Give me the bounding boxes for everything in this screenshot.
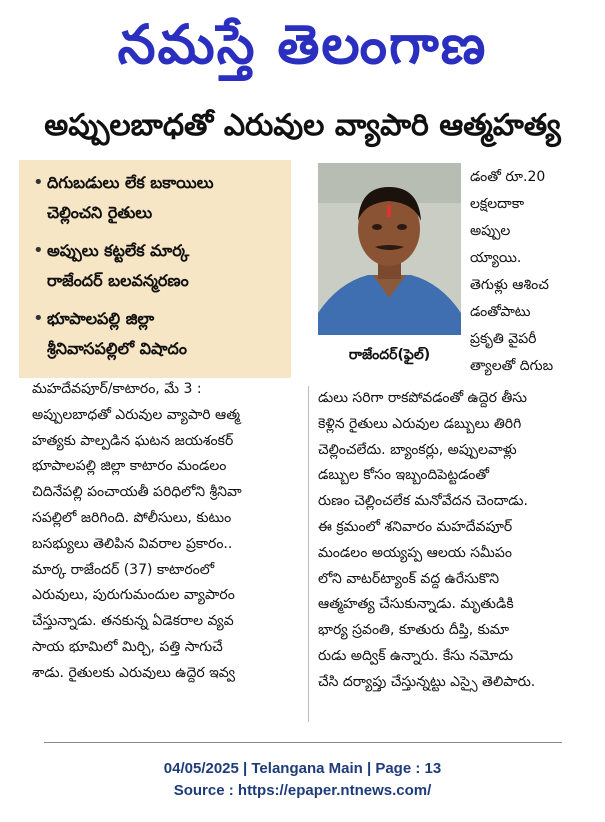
highlight-item bbox=[33, 304, 281, 364]
text-line: లోని వాటర్‌ట్యాంక్ వద్ద ఉరేసుకొని bbox=[318, 570, 500, 587]
column-divider bbox=[308, 386, 309, 722]
text-line: అప్పులబాధతో ఎరువుల వ్యాపారి ఆత్మ bbox=[32, 406, 241, 423]
text-line: డంతో రూ.20 bbox=[470, 169, 546, 185]
text-line: సాయ భూమిలో మిర్చి, పత్తి సాగుచే bbox=[32, 638, 223, 655]
text-line: రుడు అద్విక్ ఉన్నారు. కేసు నమోదు bbox=[318, 647, 514, 664]
bullet-icon: • bbox=[33, 172, 44, 193]
footer-divider bbox=[44, 742, 562, 743]
text-line: డబ్బుల కోసం ఇబ్బందిపెట్టడంతో bbox=[318, 467, 490, 484]
text-line: త్యాలతో దిగుబ bbox=[470, 358, 554, 374]
article-body-left bbox=[32, 377, 302, 687]
text-line: మహదేవపూర్/కాటారం, మే 3 : bbox=[32, 381, 202, 397]
masthead-logo: నమస్తే తెలంగాణ bbox=[117, 13, 488, 76]
bullet-icon: • bbox=[33, 308, 44, 329]
text-line: తెగుళ్లు ఆశించ bbox=[470, 277, 549, 293]
text-line: డులు సరిగా రాకపోవడంతో ఉద్దెర తీసు bbox=[318, 390, 527, 406]
highlight-line: రాజేందర్ బలవన్మరణం bbox=[47, 271, 189, 290]
text-line: చెల్లించలేదు. బ్యాంకర్లు, అప్పులవాళ్లు bbox=[318, 441, 517, 458]
bullet-icon: • bbox=[33, 240, 44, 261]
portrait-photo bbox=[318, 163, 461, 335]
text-line: బసభ్యులు తెలిపిన వివరాల ప్రకారం.. bbox=[32, 535, 233, 552]
article-headline: అప్పులబాధతో ఎరువుల వ్యాపారి ఆత్మహత్య bbox=[44, 108, 561, 143]
highlight-item bbox=[33, 168, 281, 228]
article-body-right bbox=[318, 386, 601, 696]
text-line: చేసి దర్యాప్తు చేస్తున్నట్టు ఎస్సై తెలిపారు. bbox=[318, 673, 536, 690]
source-link[interactable]: Source : https://epaper.ntnews.com/ bbox=[173, 782, 432, 799]
highlights-box bbox=[19, 160, 291, 378]
text-line: అప్పుల bbox=[470, 223, 511, 239]
text-line: హత్యకు పాల్పడిన ఘటన జయశంకర్ bbox=[32, 432, 234, 449]
person-portrait-icon bbox=[318, 163, 461, 335]
highlight-line: శ్రీనివాసపల్లిలో విషాదం bbox=[47, 339, 187, 358]
photo-caption: రాజేందర్(ఫైల్) bbox=[348, 347, 431, 363]
text-line: రుణం చెల్లించలేక మనోవేదన చెందాడు. bbox=[318, 493, 528, 510]
text-line: ఆత్మహత్య చేసుకున్నాడు. మృతుడికి bbox=[318, 596, 514, 613]
highlight-line: అప్పులు కట్టలేక మార్క bbox=[47, 241, 190, 260]
text-line: ప్రకృతి వైపరీ bbox=[470, 331, 537, 347]
highlight-line: దిగుబడులు లేక బకాయిలు bbox=[47, 173, 214, 192]
text-line: ఈ క్రమంలో శనివారం మహదేవపూర్ bbox=[318, 518, 513, 535]
highlight-line: భూపాలపల్లి జిల్లా bbox=[47, 309, 155, 328]
text-line: చేస్తున్నాడు. తనకున్న ఏడెకరాల వ్యవ bbox=[32, 613, 234, 630]
edition-info: 04/05/2025 | Telangana Main | Page : 13 bbox=[163, 760, 442, 777]
text-line: ఎరువులు, పురుగుమందుల వ్యాపారం bbox=[32, 587, 235, 604]
text-line: య్యాయి. bbox=[470, 250, 522, 266]
text-line: కెళ్లిన రైతులు ఎరువుల డబ్బులు తిరిగి bbox=[318, 415, 522, 432]
highlight-line: చెల్లించని రైతులు bbox=[47, 203, 153, 222]
side-column-text bbox=[470, 164, 595, 380]
text-line: డంతోపాటు bbox=[470, 304, 531, 320]
text-line: శాడు. రైతులకు ఎరువులు ఉద్దెర ఇవ్వ bbox=[32, 664, 235, 681]
text-line: మండలం అయ్యప్ప ఆలయ సమీపం bbox=[318, 544, 512, 561]
text-line: మార్క రాజేందర్ (37) కాటారంలో bbox=[32, 561, 215, 578]
text-line: భార్య స్రవంతి, కూతురు దీప్తి, కుమా bbox=[318, 622, 510, 639]
text-line: లక్షలదాకా bbox=[470, 196, 524, 212]
text-line: భూపాలపల్లి జిల్లా కాటారం మండలం bbox=[32, 458, 227, 475]
highlight-item bbox=[33, 236, 281, 296]
text-line: సపల్లిలో జరిగింది. పోలీసులు, కుటుం bbox=[32, 509, 232, 526]
text-line: చిదినేపల్లి పంచాయతీ పరిధిలోని శ్రీనివా bbox=[32, 484, 242, 501]
